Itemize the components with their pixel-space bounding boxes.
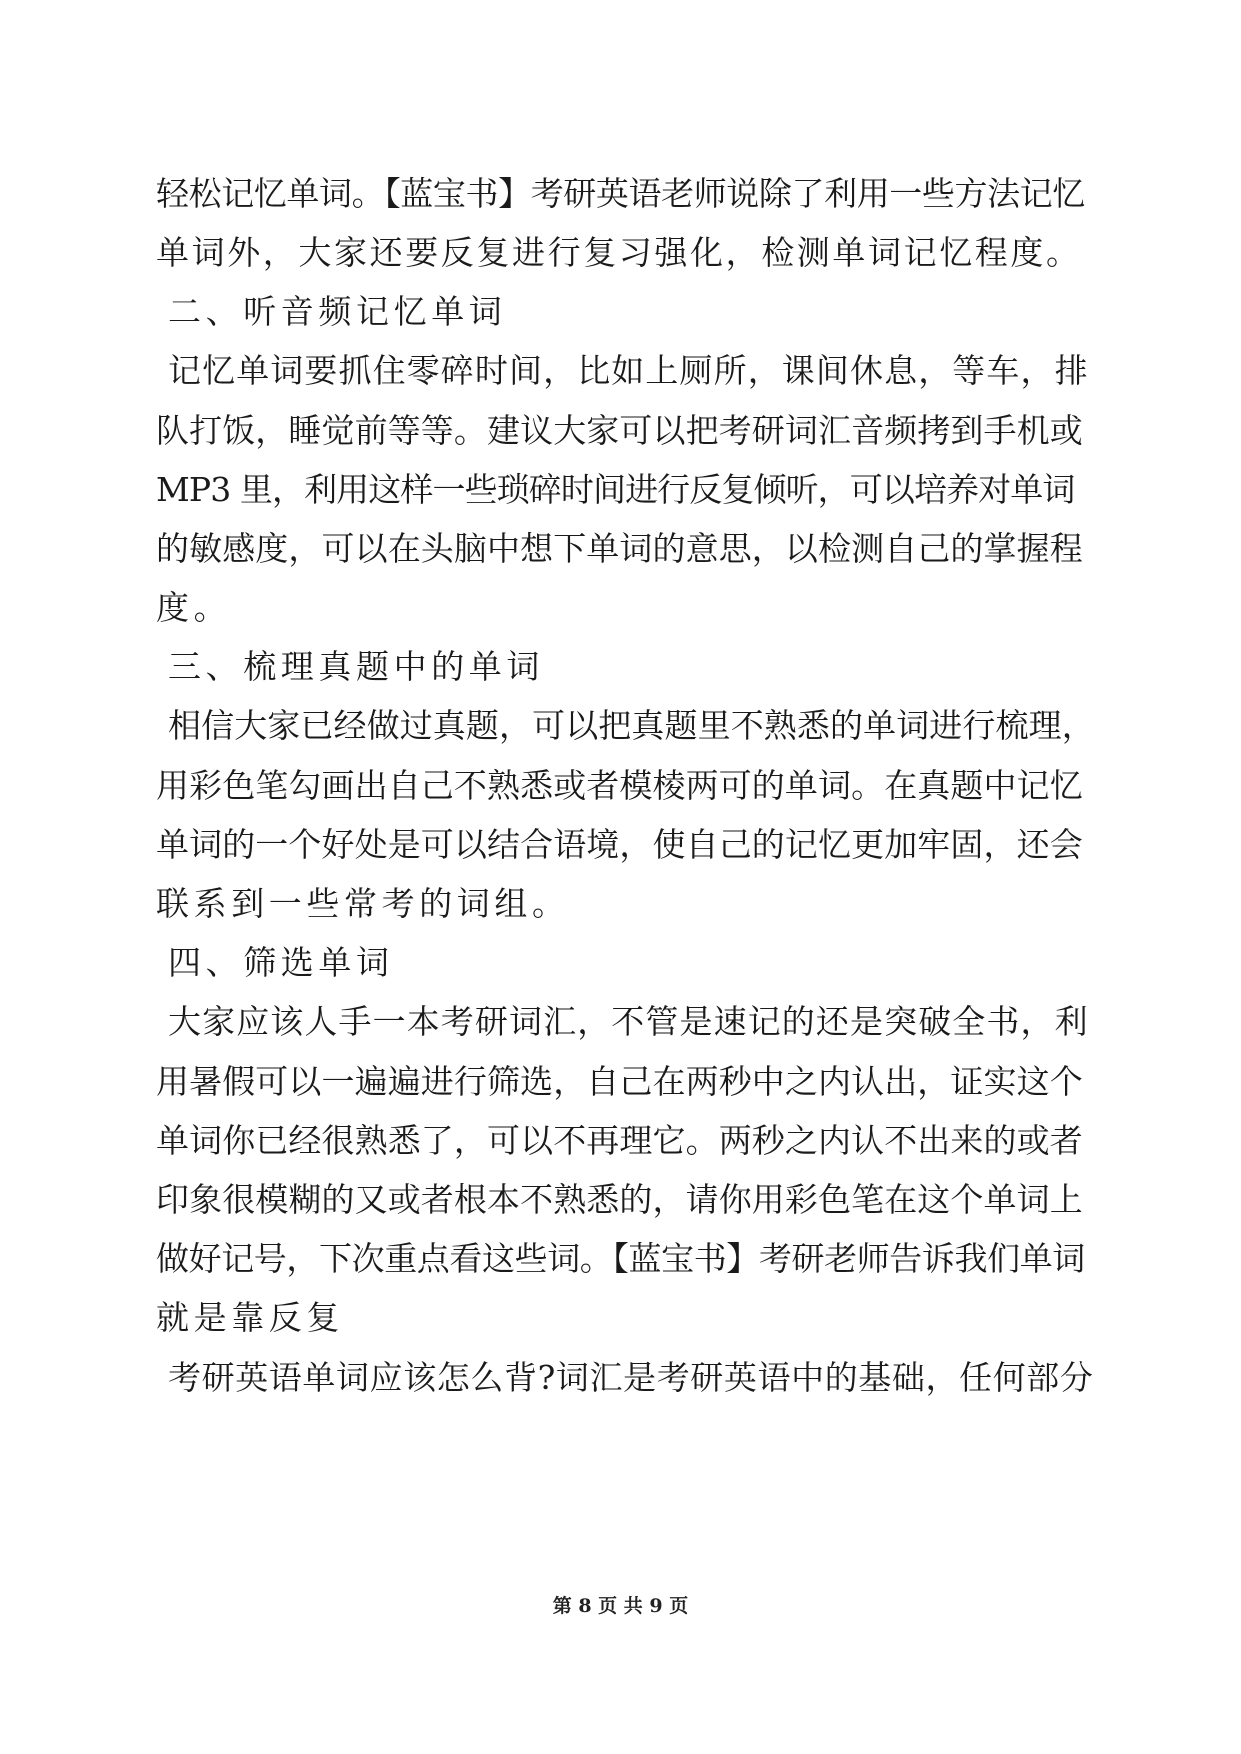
body-text-line: 队打饭，睡觉前等等。建议大家可以把考研词汇音频拷到手机或 bbox=[156, 411, 1083, 450]
body-text-line: 单词你已经很熟悉了，可以不再理它。两秒之内认不出来的或者 bbox=[156, 1121, 1083, 1160]
body-text-line: 的敏感度，可以在头脑中想下单词的意思，以检测自己的掌握程 bbox=[156, 529, 1083, 568]
section-heading: 二、听音频记忆单词 bbox=[168, 292, 507, 331]
section-heading: 三、梳理真题中的单词 bbox=[168, 647, 544, 686]
body-text-line: 相信大家已经做过真题，可以把真题里不熟悉的单词进行梳理， bbox=[168, 706, 1095, 745]
page-footer: 第 8 页 共 9 页 bbox=[552, 1595, 689, 1617]
section-heading: 四、筛选单词 bbox=[168, 943, 394, 982]
body-text-line: 记忆单词要抓住零碎时间，比如上厕所，课间休息，等车，排 bbox=[168, 351, 1089, 390]
body-text-line: MP3 里，利用这样一些琐碎时间进行反复倾听，可以培养对单词 bbox=[156, 470, 1075, 509]
body-text-line: 联系到一些常考的词组。 bbox=[156, 884, 570, 923]
body-text-line: 就是靠反复 bbox=[156, 1298, 344, 1337]
body-text-line: 印象很模糊的又或者根本不熟悉的，请你用彩色笔在这个单词上 bbox=[156, 1180, 1083, 1219]
body-text-line: 考研英语单词应该怎么背?词汇是考研英语中的基础，任何部分 bbox=[168, 1358, 1094, 1397]
body-text-line: 大家应该人手一本考研词汇，不管是速记的还是突破全书，利 bbox=[168, 1002, 1089, 1041]
body-text-line: 用暑假可以一遍遍进行筛选，自己在两秒中之内认出，证实这个 bbox=[156, 1062, 1083, 1101]
body-text-line: 做好记号，下次重点看这些词。【蓝宝书】考研老师告诉我们单词 bbox=[156, 1239, 1085, 1278]
body-text-line: 轻松记忆单词。【蓝宝书】考研英语老师说除了利用一些方法记忆 bbox=[156, 174, 1085, 213]
body-text-line: 度。 bbox=[156, 588, 232, 627]
body-text-line: 单词的一个好处是可以结合语境，使自己的记忆更加牢固，还会 bbox=[156, 825, 1083, 864]
body-text-line: 用彩色笔勾画出自己不熟悉或者模棱两可的单词。在真题中记忆 bbox=[156, 766, 1083, 805]
body-text-line: 单词外，大家还要反复进行复习强化，检测单词记忆程度。 bbox=[156, 233, 1082, 272]
